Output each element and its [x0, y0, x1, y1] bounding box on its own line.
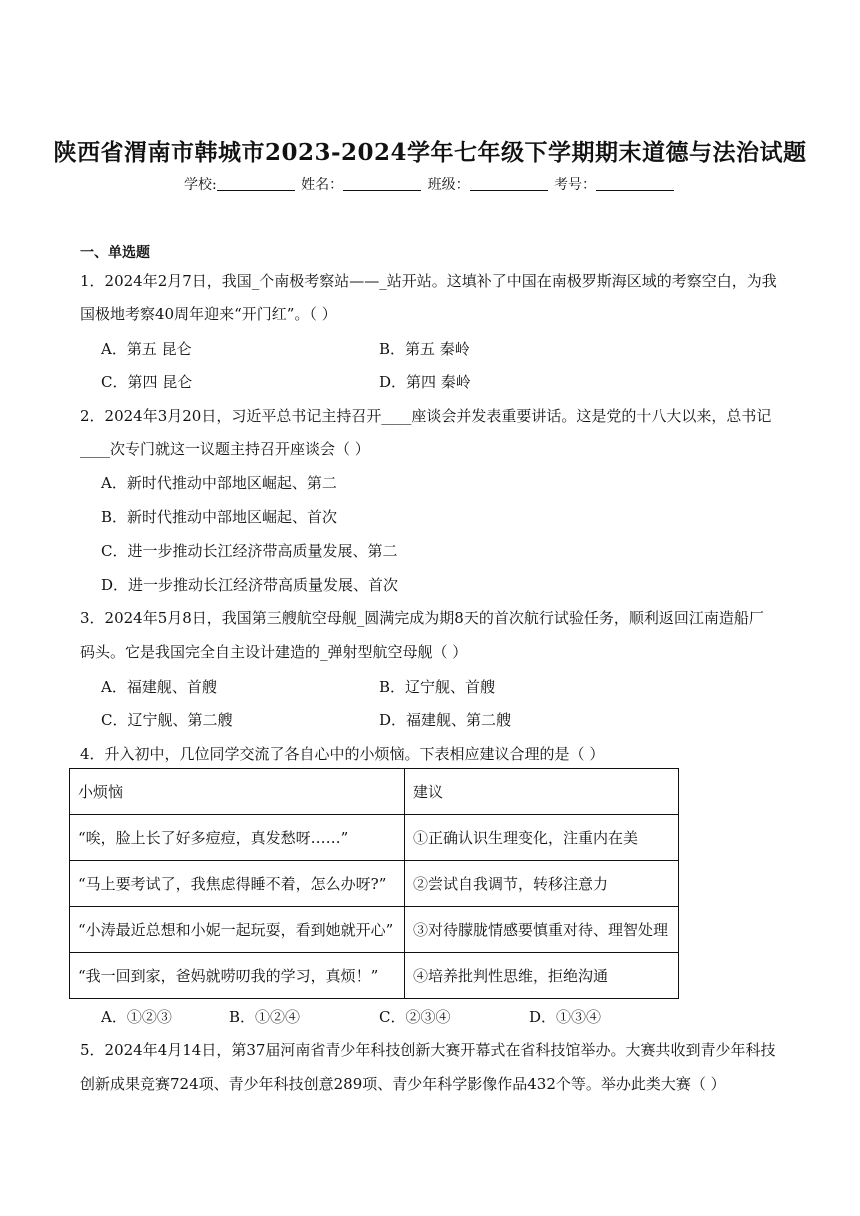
q1-option-c[interactable]: C．第四 昆仑 — [101, 373, 193, 391]
q3-option-c[interactable]: C．辽宁舰、第二艘 — [101, 711, 233, 729]
table-cell-advice: ④培养批判性思维，拒绝沟通 — [405, 953, 679, 999]
q2-option-b[interactable]: B．新时代推动中部地区崛起、首次 — [101, 508, 338, 526]
q4-option-a[interactable]: A．①②③ — [101, 1008, 172, 1026]
q2-option-d[interactable]: D．进一步推动长江经济带高质量发展、首次 — [101, 576, 399, 594]
q3-option-b[interactable]: B．辽宁舰、首艘 — [379, 678, 496, 696]
q2-option-a[interactable]: A．新时代推动中部地区崛起、第二 — [101, 474, 337, 492]
q2-stem-line2: ____次专门就这一议题主持召开座谈会（ ） — [80, 440, 370, 458]
exam-number-label: 考号： — [554, 177, 597, 193]
table-row — [70, 861, 679, 907]
school-blank[interactable] — [217, 176, 295, 191]
table-header-row — [70, 769, 679, 815]
q1-option-b[interactable]: B．第五 秦岭 — [379, 340, 470, 358]
table-cell-worry: “马上要考试了，我焦虑得睡不着，怎么办呀?” — [70, 861, 405, 907]
exam-number-blank[interactable] — [596, 176, 674, 191]
q1-stem-line1: 1．2024年2月7日，我国_个南极考察站——_站开站。这填补了中国在南极罗斯海区域的考察空白，为我 — [80, 272, 777, 290]
table-cell-advice: ①正确认识生理变化，注重内在美 — [405, 815, 679, 861]
table-row — [70, 907, 679, 953]
table-cell-worry: “我一回到家，爸妈就唠叨我的学习，真烦！” — [70, 953, 405, 999]
worries-table — [69, 768, 679, 999]
q3-option-d[interactable]: D．福建舰、第二艘 — [379, 711, 512, 729]
table-cell-advice: ②尝试自我调节，转移注意力 — [405, 861, 679, 907]
class-label: 班级： — [427, 177, 470, 193]
table-cell-advice: ③对待朦胧情感要慎重对待、理智处理 — [405, 907, 679, 953]
q3-stem-line1: 3．2024年5月8日，我国第三艘航空母舰_圆满完成为期8天的首次航行试验任务，顺利返回江南造船厂 — [80, 609, 764, 627]
name-blank[interactable] — [343, 176, 421, 191]
section-heading: 一、单选题 — [80, 245, 150, 261]
table-header-worry: 小烦恼 — [70, 769, 405, 815]
table-row — [70, 953, 679, 999]
q4-stem: 4．升入初中，几位同学交流了各自心中的小烦恼。下表相应建议合理的是（ ） — [80, 745, 605, 763]
q1-option-d[interactable]: D．第四 秦岭 — [379, 373, 471, 391]
q4-option-c[interactable]: C．②③④ — [379, 1008, 451, 1026]
table-row — [70, 815, 679, 861]
q5-stem-line1: 5．2024年4月14日，第37届河南省青少年科技创新大赛开幕式在省科技馆举办。大赛共收到青少年科技 — [80, 1041, 776, 1059]
student-info-line — [0, 174, 860, 194]
q2-option-c[interactable]: C．进一步推动长江经济带高质量发展、第二 — [101, 542, 398, 560]
table-cell-worry: “唉，脸上长了好多痘痘，真发愁呀……” — [70, 815, 405, 861]
name-label: 姓名： — [301, 177, 344, 193]
q2-stem-line1: 2．2024年3月20日，习近平总书记主持召开____座谈会并发表重要讲话。这是党的十八大以来，总书记 — [80, 407, 772, 425]
table-header-advice: 建议 — [405, 769, 679, 815]
q4-option-d[interactable]: D．①③④ — [529, 1008, 602, 1026]
exam-title: 陕西省渭南市韩城市2023-2024学年七年级下学期期末道德与法治试题 — [53, 139, 807, 166]
q1-stem-line2: 国极地考察40周年迎来“开门红”。（ ） — [80, 305, 337, 323]
q1-option-a[interactable]: A．第五 昆仑 — [101, 340, 192, 358]
q3-option-a[interactable]: A．福建舰、首艘 — [101, 678, 217, 696]
class-blank[interactable] — [470, 176, 548, 191]
q4-option-b[interactable]: B．①②④ — [229, 1008, 301, 1026]
table-cell-worry: “小涛最近总想和小妮一起玩耍，看到她就开心” — [70, 907, 405, 953]
school-label: 学校: — [183, 177, 217, 193]
q5-stem-line2: 创新成果竞赛724项、青少年科技创意289项、青少年科学影像作品432个等。举办此类大赛（ ） — [80, 1075, 726, 1093]
q3-stem-line2: 码头。它是我国完全自主设计建造的_弹射型航空母舰（ ） — [80, 643, 468, 661]
